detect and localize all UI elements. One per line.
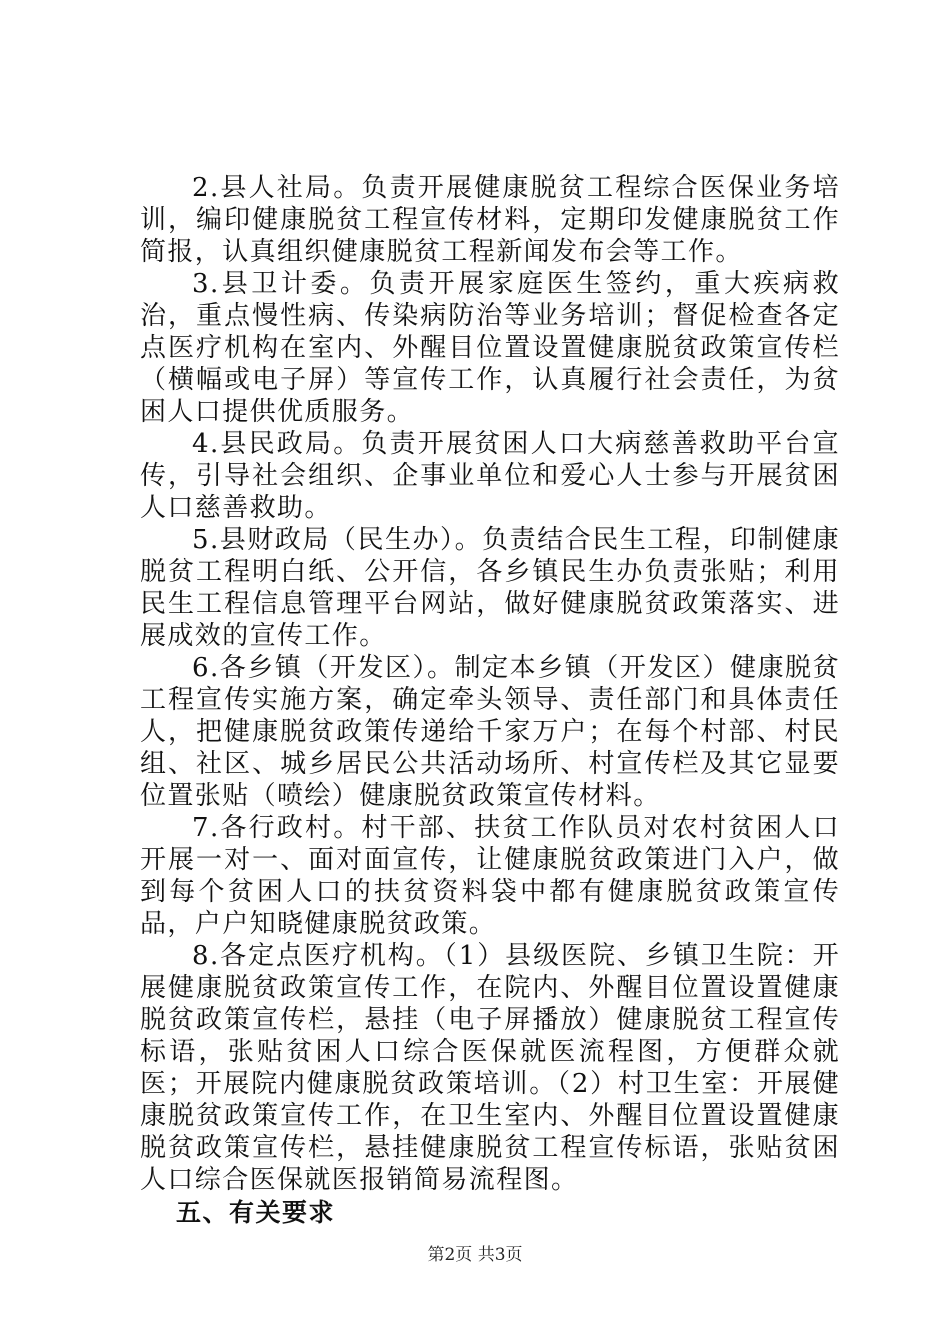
document-body xyxy=(140,172,840,1230)
paragraph-item-6: 6.各乡镇（开发区）。制定本乡镇（开发区）健康脱贫工程宣传实施方案，确定牵头领导、责任部门和具体责任人，把健康脱贫政策传递给千家万户；在每个村部、村民组、社区、城乡居民公共活动场所、村宣传栏及其它显要位置张贴（喷绘）健康脱贫政策宣传材料。 xyxy=(140,653,840,811)
paragraph-item-5: 5.县财政局（民生办）。负责结合民生工程，印制健康脱贫工程明白纸、公开信，各乡镇民生办负责张贴；利用民生工程信息管理平台网站，做好健康脱贫政策落实、进展成效的宣传工作。 xyxy=(140,525,840,651)
paragraph-item-8: 8.各定点医疗机构。（1）县级医院、乡镇卫生院：开展健康脱贫政策宣传工作，在院内、外醒目位置设置健康脱贫政策宣传栏，悬挂（电子屏播放）健康脱贫工程宣传标语，张贴贫困人口综合医保就医流程图，方便群众就医；开展院内健康脱贫政策培训。（2）村卫生室：开展健康脱贫政策宣传工作，在卫生室内、外醒目位置设置健康脱贫政策宣传栏，悬挂健康脱贫工程宣传标语，张贴贫困人口综合医保就医报销简易流程图。 xyxy=(140,941,840,1195)
paragraph-item-4: 4.县民政局。负责开展贫困人口大病慈善救助平台宣传，引导社会组织、企事业单位和爱心人士参与开展贫困人口慈善救助。 xyxy=(140,429,840,523)
section-heading: 五、有关要求 xyxy=(176,1198,336,1227)
paragraph-item-3: 3.县卫计委。负责开展家庭医生签约，重大疾病救治，重点慢性病、传染病防治等业务培训；督促检查各定点医疗机构在室内、外醒目位置设置健康脱贫政策宣传栏（横幅或电子屏）等宣传工作，认真履行社会责任，为贫困人口提供优质服务。 xyxy=(140,269,840,427)
paragraph-item-7: 7.各行政村。村干部、扶贫工作队员对农村贫困人口开展一对一、面对面宣传，让健康脱贫政策进门入户，做到每个贫困人口的扶贫资料袋中都有健康脱贫政策宣传品，户户知晓健康脱贫政策。 xyxy=(140,813,840,939)
page-number-footer: 第2页 共3页 xyxy=(427,1245,523,1265)
paragraph-item-2: 2.县人社局。负责开展健康脱贫工程综合医保业务培训，编印健康脱贫工程宣传材料，定期印发健康脱贫工作简报，认真组织健康脱贫工程新闻发布会等工作。 xyxy=(140,173,840,267)
